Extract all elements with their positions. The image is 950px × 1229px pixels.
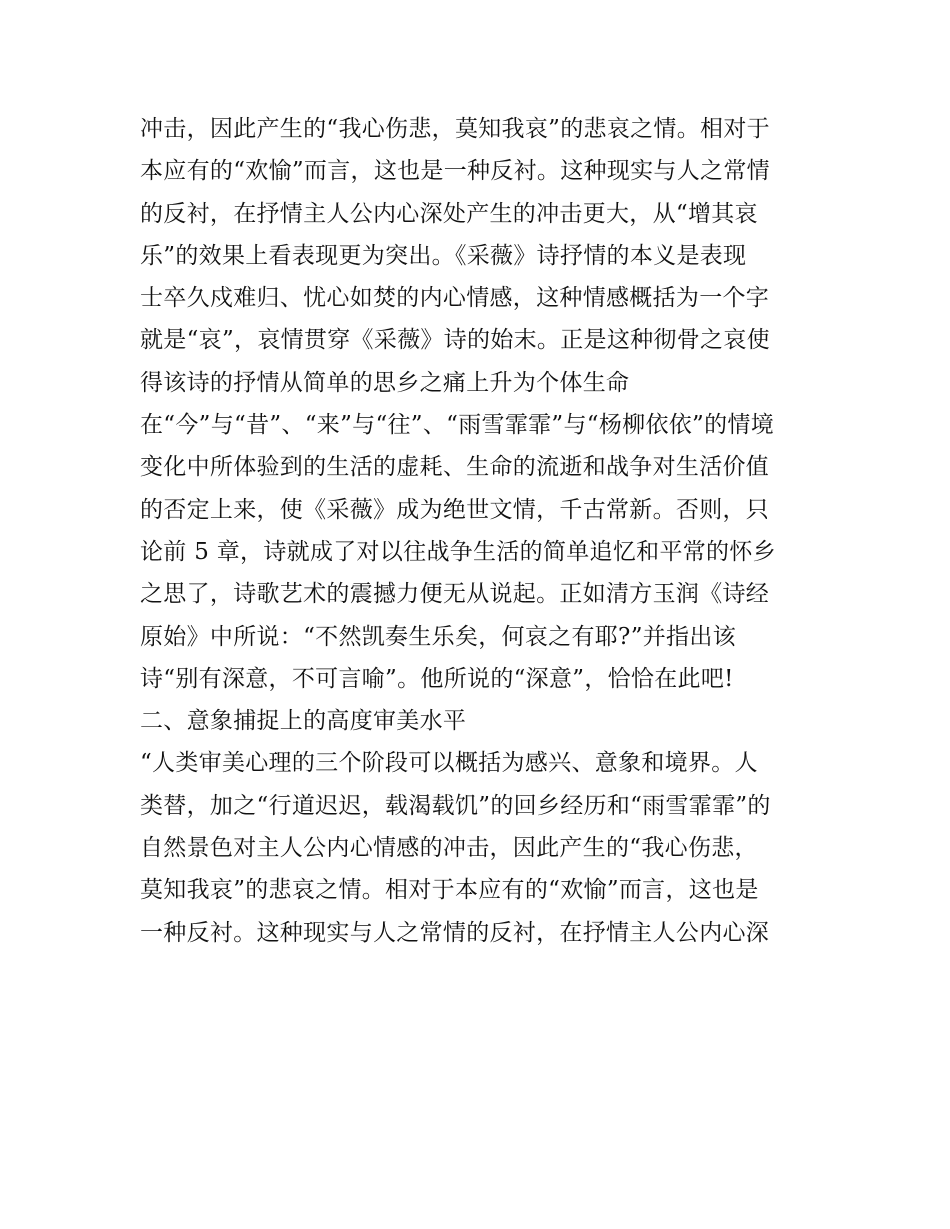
text-line: 一种反衬。这种现实与人之常情的反衬，在抒情主人公内心深 [140, 919, 770, 946]
text-line: “人类审美心理的三个阶段可以概括为感兴、意象和境界。人 [140, 750, 758, 777]
text-line: 士卒久戍难归、忧心如焚的内心情感，这种情感概括为一个字 [140, 285, 770, 312]
text-line: 莫知我哀”的悲哀之情。相对于本应有的“欢愉”而言，这也是 [140, 877, 759, 904]
text-line: 自然景色对主人公内心情感的冲击，因此产生的“我心伤悲， [140, 835, 758, 862]
text-line: 论前 5 章，诗就成了对以往战争生活的简单追忆和平常的怀乡 [140, 538, 776, 565]
text-line: 变化中所体验到的生活的虚耗、生命的流逝和战争对生活价值 [140, 454, 770, 481]
text-line: 在“今”与“昔”、“来”与“往”、“雨雪霏霏”与“杨柳依依”的情境 [140, 412, 774, 439]
text-line: 乐”的效果上看表现更为突出。《采薇》诗抒情的本义是表现 [140, 242, 747, 269]
text-line: 冲击，因此产生的“我心伤悲，莫知我哀”的悲哀之情。相对于 [140, 116, 770, 142]
text-line: 之思了，诗歌艺术的震撼力便无从说起。正如清方玉润《诗经 [140, 581, 770, 608]
text-line: 本应有的“欢愉”而言，这也是一种反衬。这种现实与人之常情 [140, 158, 770, 185]
text-line: 的否定上来，使《采薇》成为绝世文情，千古常新。否则，只 [140, 496, 770, 523]
text-line: 类替，加之“行道迟迟，载渴载饥”的回乡经历和“雨雪霏霏”的 [140, 792, 771, 819]
text-line: 就是“哀”，哀情贯穿《采薇》诗的始末。正是这种彻骨之哀使 [140, 327, 770, 354]
body-text [140, 108, 820, 954]
text-line: 的反衬，在抒情主人公内心深处产生的冲击更大，从“增其哀 [140, 200, 758, 227]
text-line: 原始》中所说：“不然凯奏生乐矣，何哀之有耶?”并指出该 [140, 623, 736, 650]
text-line: 诗“别有深意，不可言喻”。他所说的“深意”，恰恰在此吧! [140, 665, 734, 692]
text-line: 得该诗的抒情从简单的思乡之痛上升为个体生命 [140, 369, 630, 396]
section-heading: 二、意象捕捉上的高度审美水平 [140, 708, 467, 735]
